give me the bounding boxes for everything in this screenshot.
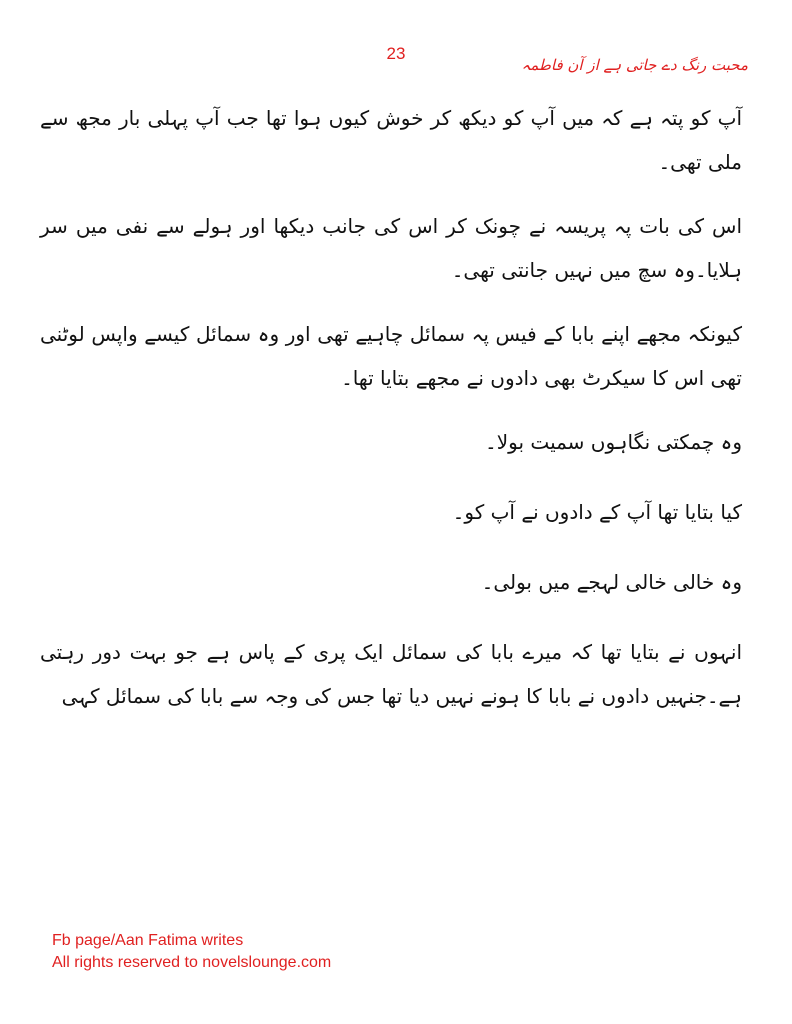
footer-fb-page: Fb page/Aan Fatima writes <box>52 932 244 949</box>
footer-rights: All rights reserved to novelslounge.com <box>52 954 332 971</box>
page-number: 23 <box>386 44 406 63</box>
paragraph-3: کیونکہ مجھے اپنے بابا کے فیس پہ سمائل چاہیے تھی اور وہ سمائل کیسے واپس لوٹنی تھی اس کا سیکرٹ بھی دادوں نے مجھے بتایا تھا۔ <box>40 322 742 390</box>
paragraph-5: کیا بتایا تھا آپ کے دادوں نے آپ کو۔ <box>452 500 742 524</box>
footer <box>52 930 331 974</box>
paragraph-6: وہ خالی خالی لہجے میں بولی۔ <box>481 570 742 594</box>
paragraph-7: انہوں نے بتایا تھا کہ میرے بابا کی سمائل ایک پری کے پاس ہے جو بہت دور رہتی ہے۔جنہیں دادوں نے بابا کا ہونے نہیں دیا تھا جس کی وجہ سے بابا کی سمائل کہی <box>40 640 742 708</box>
paragraph-1: آپ کو پتہ ہے کہ میں آپ کو دیکھ کر خوش کیوں ہوا تھا جب آپ پہلی بار مجھ سے ملی تھی۔ <box>40 106 742 174</box>
body-text <box>40 96 742 738</box>
running-title: محبت رنگ دے جاتی ہے از آن فاطمہ <box>521 56 748 74</box>
paragraph-2: اس کی بات پہ پریسہ نے چونک کر اس کی جانب دیکھا اور ہولے سے نفی میں سر ہلایا۔وہ سچ میں نہیں جانتی تھی۔ <box>40 214 742 282</box>
paragraph-4: وہ چمکتی نگاہوں سمیت بولا۔ <box>485 430 742 454</box>
